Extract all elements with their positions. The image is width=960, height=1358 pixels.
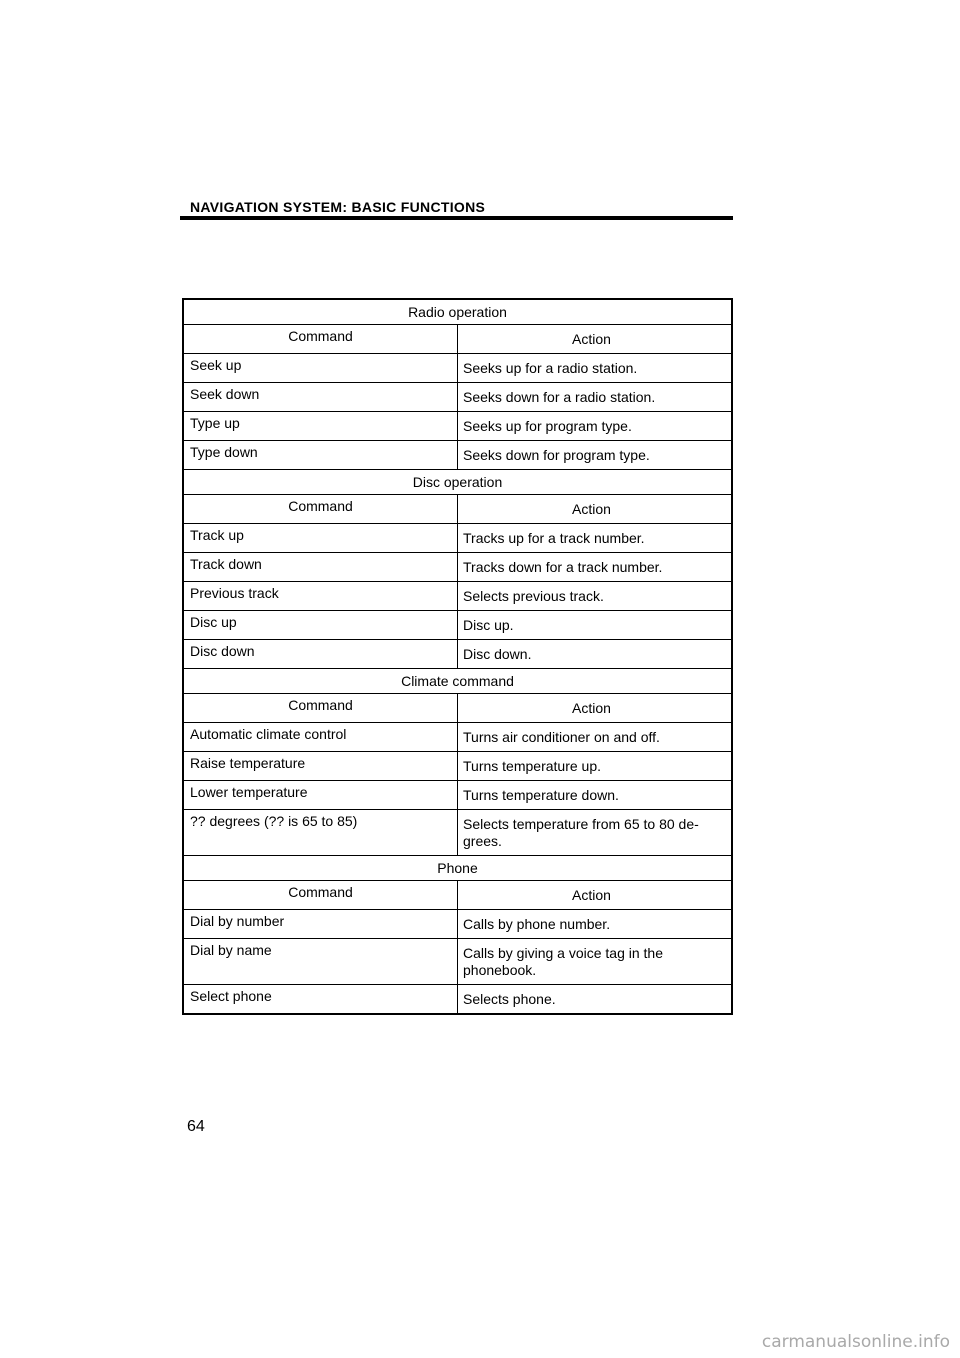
table-row bbox=[184, 723, 731, 752]
command-cell: Dial by number bbox=[184, 910, 458, 938]
section-header: NAVIGATION SYSTEM: BASIC FUNCTIONS bbox=[190, 199, 486, 215]
command-column-header: Command bbox=[184, 325, 458, 353]
command-column-header: Command bbox=[184, 495, 458, 523]
table-row bbox=[184, 611, 731, 640]
section-title: Climate command bbox=[184, 669, 731, 694]
action-cell: Selects previous track. bbox=[463, 588, 604, 604]
table-row bbox=[184, 640, 731, 669]
table-row bbox=[184, 441, 731, 470]
action-cell: Calls by phone number. bbox=[463, 916, 611, 932]
command-cell: Lower temperature bbox=[184, 781, 458, 809]
command-cell: Raise temperature bbox=[184, 752, 458, 780]
table-row bbox=[184, 383, 731, 412]
table-row bbox=[184, 781, 731, 810]
command-column-header: Command bbox=[184, 881, 458, 909]
voice-command-table bbox=[182, 298, 733, 1015]
action-cell: Turns temperature down. bbox=[463, 787, 619, 803]
table-row bbox=[184, 412, 731, 441]
table-row bbox=[184, 582, 731, 611]
command-cell: Seek down bbox=[184, 383, 458, 411]
table-row bbox=[184, 810, 731, 856]
action-cell: Disc up. bbox=[463, 617, 514, 633]
action-cell: Selects phone. bbox=[463, 991, 556, 1007]
command-cell: Type down bbox=[184, 441, 458, 469]
column-header-row bbox=[184, 325, 731, 354]
action-cell: Tracks up for a track number. bbox=[463, 530, 645, 546]
table-section bbox=[184, 669, 731, 856]
command-cell: Dial by name bbox=[184, 939, 458, 984]
command-cell: Previous track bbox=[184, 582, 458, 610]
table-row bbox=[184, 985, 731, 1013]
action-cell: Seeks down for a radio station. bbox=[463, 389, 656, 405]
section-title: Radio operation bbox=[184, 300, 731, 325]
action-cell: Tracks down for a track number. bbox=[463, 559, 663, 575]
section-title: Disc operation bbox=[184, 470, 731, 495]
table-row bbox=[184, 910, 731, 939]
command-cell: Automatic climate control bbox=[184, 723, 458, 751]
command-column-header: Command bbox=[184, 694, 458, 722]
header-divider bbox=[180, 216, 733, 220]
table-row bbox=[184, 354, 731, 383]
table-row bbox=[184, 939, 731, 985]
action-cell: Turns temperature up. bbox=[463, 758, 601, 774]
command-cell: Track up bbox=[184, 524, 458, 552]
command-cell: Disc up bbox=[184, 611, 458, 639]
table-section bbox=[184, 856, 731, 1013]
action-cell: Seeks up for a radio station. bbox=[463, 360, 638, 376]
command-cell: Track down bbox=[184, 553, 458, 581]
column-header-row bbox=[184, 881, 731, 910]
command-cell: Type up bbox=[184, 412, 458, 440]
action-cell: Selects temperature from 65 to 80 de- grees. bbox=[463, 816, 699, 849]
section-title: Phone bbox=[184, 856, 731, 881]
column-header-row bbox=[184, 495, 731, 524]
table-section bbox=[184, 470, 731, 669]
page-number: 64 bbox=[187, 1118, 205, 1135]
table-row bbox=[184, 752, 731, 781]
table-section bbox=[184, 300, 731, 470]
action-column-header: Action bbox=[572, 887, 611, 903]
command-cell: Seek up bbox=[184, 354, 458, 382]
command-cell: Disc down bbox=[184, 640, 458, 668]
column-header-row bbox=[184, 694, 731, 723]
watermark: carmanualsonline.info bbox=[761, 1332, 950, 1352]
command-cell: ?? degrees (?? is 65 to 85) bbox=[184, 810, 458, 855]
action-column-header: Action bbox=[572, 331, 611, 347]
command-cell: Select phone bbox=[184, 985, 458, 1013]
action-column-header: Action bbox=[572, 501, 611, 517]
action-cell: Calls by giving a voice tag in the phonebook. bbox=[463, 945, 663, 978]
action-cell: Turns air conditioner on and off. bbox=[463, 729, 660, 745]
action-cell: Seeks down for program type. bbox=[463, 447, 650, 463]
action-column-header: Action bbox=[572, 700, 611, 716]
action-cell: Disc down. bbox=[463, 646, 532, 662]
table-row bbox=[184, 553, 731, 582]
table-row bbox=[184, 524, 731, 553]
action-cell: Seeks up for program type. bbox=[463, 418, 632, 434]
